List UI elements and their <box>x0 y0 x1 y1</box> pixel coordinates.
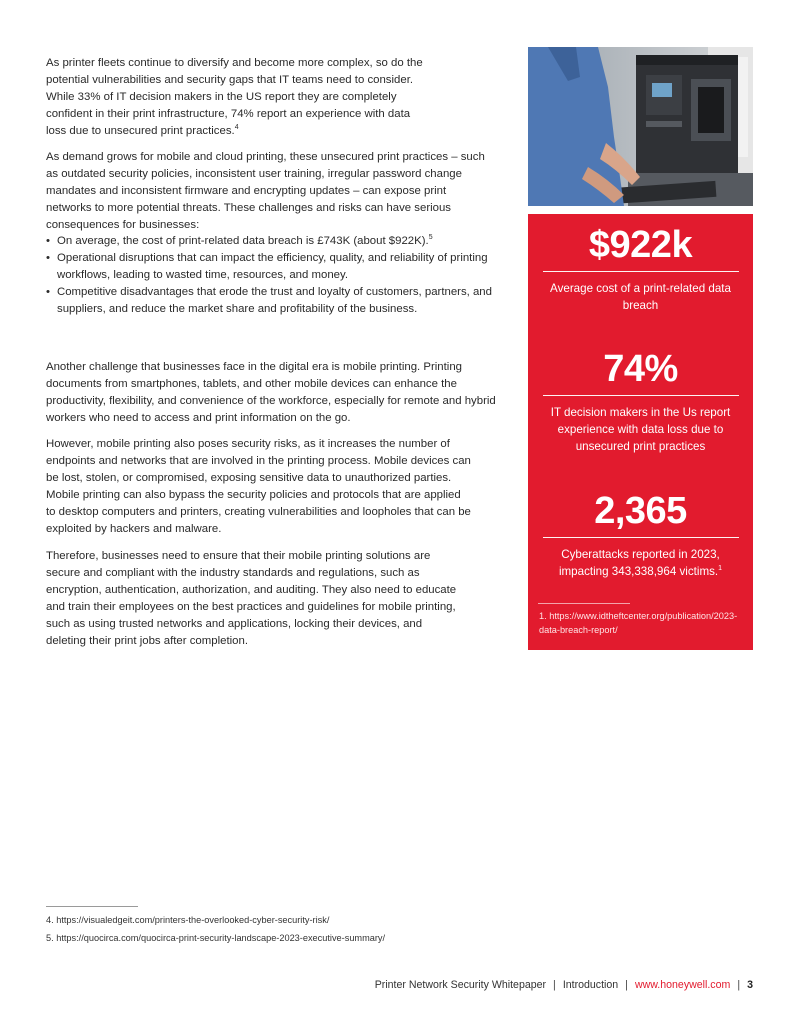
page-footer <box>375 978 753 992</box>
stat-cyberattacks <box>528 490 753 580</box>
footer-separator: | <box>553 979 556 991</box>
demand-paragraph: As demand grows for mobile and cloud printing, these unsecured print practices – such as outdated security policies, inconsistent user training, irregular password change mandates and inconsistent firmware and encrypting updates – can expose print networks to more potential threats. These challenges and risks can have serious consequences for businesses: <box>46 151 485 232</box>
stat-value: 2,365 <box>594 490 687 532</box>
stat-value: 74% <box>603 348 678 390</box>
footnote-ref: 4 <box>234 124 239 132</box>
page-number: 3 <box>747 979 753 991</box>
mobile-solution-paragraph: Therefore, businesses need to ensure that their mobile printing solutions are secure and compliant with the industry standards and regulations, such as encryption, authentication, authorization, and auditing. They also need to educate and train their employees on the best practices and guidelines for mobile printing, such as using trusted networks and applications, locking their devices, and deleting their print jobs after completion. <box>46 550 457 648</box>
list-item: • Operational disruptions that can impact the efficiency, quality, and reliability of printing workflows, leading to wasted time, resources, and money. <box>46 250 506 284</box>
stat-divider <box>543 271 739 272</box>
stats-panel <box>528 214 753 650</box>
panel-footnote: 1. https://www.idtheftcenter.org/publication/2023-data-breach-report/ <box>539 611 738 635</box>
list-item: • On average, the cost of print-related data breach is £743K (about $922K).$^5$ <box>46 233 506 250</box>
stat-data-loss <box>528 348 753 455</box>
panel-footnote-divider <box>538 603 630 604</box>
footnote-divider <box>46 906 138 907</box>
stat-caption: IT decision makers in the Us report experience with data loss due to unsecured print practices <box>550 406 731 453</box>
consequences-list <box>46 233 506 318</box>
footnote-4: 4. https://visualedgeit.com/printers-the-overlooked-cyber-security-risk/ <box>46 915 330 925</box>
printer-operator-image <box>528 47 753 206</box>
intro-paragraph: As printer fleets continue to diversify and become more complex, so do the potential vulnerabilities and security gaps that IT teams need to consider. While 33% of IT decision makers in the US report they are completely confident in their print infrastructure, 74% report an experience with data loss due to unsecured print practices.$^4$ <box>46 57 423 138</box>
footer-separator: | <box>625 979 628 991</box>
stat-caption: Average cost of a print-related data breach <box>550 282 731 312</box>
footer-separator: | <box>737 979 741 991</box>
printer-photo <box>528 47 753 206</box>
stat-divider <box>543 537 739 538</box>
footer-website-link[interactable]: www.honeywell.com <box>634 979 731 991</box>
stat-breach-cost <box>528 224 753 314</box>
stat-divider <box>543 395 739 396</box>
footnote-5: 5. https://quocirca.com/quocirca-print-security-landscape-2023-executive-summary/ <box>46 933 386 943</box>
list-item: • Competitive disadvantages that erode the trust and loyalty of customers, partners, and suppliers, and reduce the market share and profitability of the business. <box>46 284 506 318</box>
stat-caption: Cyberattacks reported in 2023, impacting 343,338,964 victims.$^1$ <box>558 548 723 578</box>
footer-section: Introduction <box>562 979 619 991</box>
footer-doc-title: Printer Network Security Whitepaper <box>374 979 547 991</box>
mobile-risk-paragraph: However, mobile printing also poses security risks, as it increases the number of endpoints and networks that are involved in the printing process. Mobile devices can be lost, stolen, or compromised, exposing sensitive data to unauthorized parties. Mobile printing can also bypass the security policies and protocols that are applied to desktop computers and printers, creating vulnerabilities and loopholes that can be exploited by hackers and malware. <box>46 438 471 536</box>
stat-value: $922k <box>588 224 693 266</box>
mobile-challenge-paragraph: Another challenge that businesses face in the digital era is mobile printing. Printing documents from smartphones, tablets, and other mobile devices can enhance the productivity, flexibility, and convenience of the workforce, especially for remote and hybrid workers who need to access and print information on the go. <box>46 361 496 425</box>
